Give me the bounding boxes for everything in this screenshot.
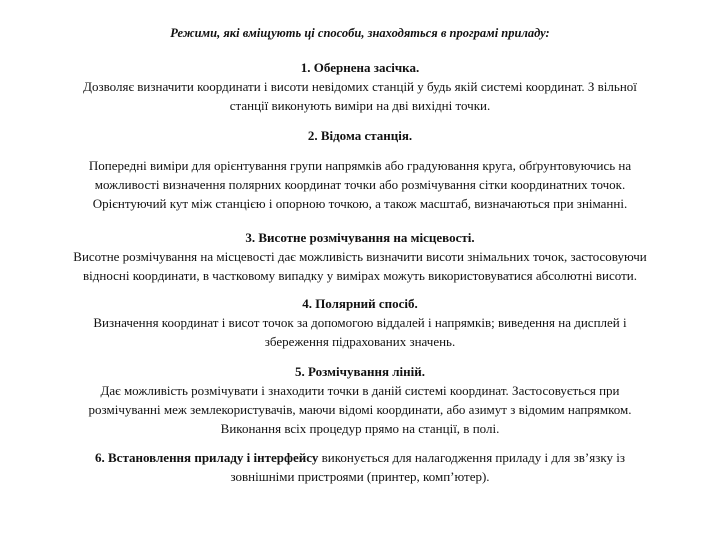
section-known-station <box>40 126 680 213</box>
section-line: відносні координати, в частковому випадку у вимірах можуть використовуватися абсолютні висоти. <box>83 268 637 283</box>
section-line: Визначення координат і висот точок за допомогою віддалей і напрямків; виведення на дисплей і <box>93 315 627 330</box>
section-line <box>40 448 680 467</box>
section-line: Орієнтуючий кут між станцією і опорною точкою, а також масштаб, визначаються при зніманні. <box>92 196 628 211</box>
section-text: виконується для налагодження приладу і для зв’язку із <box>318 450 625 465</box>
section-setup-interface <box>40 448 680 486</box>
section-line-staking <box>40 362 680 438</box>
section-line: збереження підрахованих значень. <box>264 334 456 349</box>
section-line: Виконання всіх процедур прямо на станції, в полі. <box>220 421 500 436</box>
section-heading: 3. Висотне розмічування на місцевості. <box>245 230 475 245</box>
intro-line: Режими, які вміщують ці способи, знаходяться в програмі приладу: <box>170 26 550 40</box>
section-heading: 1. Обернена засічка. <box>300 60 420 75</box>
section-line: Попередні виміри для орієнтування групи напрямків або градуювання круга, обґрунтовуючись на <box>88 158 632 173</box>
section-heading: 2. Відома станція. <box>307 128 413 143</box>
section-height-staking <box>40 228 680 285</box>
section-line: станції виконують виміри на дві вихідні точки. <box>229 98 491 113</box>
section-line: розмічуванні меж землекористувачів, маючи відомі координати, або азимут з відомим напрямком. <box>88 402 632 417</box>
section-polar-method <box>40 294 680 351</box>
section-heading: 5. Розмічування ліній. <box>295 364 425 379</box>
section-line: Дає можливість розмічувати і знаходити точки в даній системі координат. Застосовується при <box>100 383 620 398</box>
section-line: Дозволяє визначити координати і висоти невідомих станцій у будь якій системі координат. З вільної <box>83 79 637 94</box>
section-line: можливості визначення полярних координат точки або розмічування сітки координатних точок. <box>94 177 626 192</box>
section-line: зовнішніми пристроями (принтер, комп’ютер). <box>230 469 490 484</box>
section-inverse-resection <box>40 58 680 115</box>
section-line: Висотне розмічування на місцевості дає можливість визначити висоти знімальних точок, застосовуючи <box>73 249 647 264</box>
section-heading: 6. Встановлення приладу і інтерфейсу <box>95 450 319 465</box>
section-heading: 4. Полярний спосіб. <box>302 296 418 311</box>
